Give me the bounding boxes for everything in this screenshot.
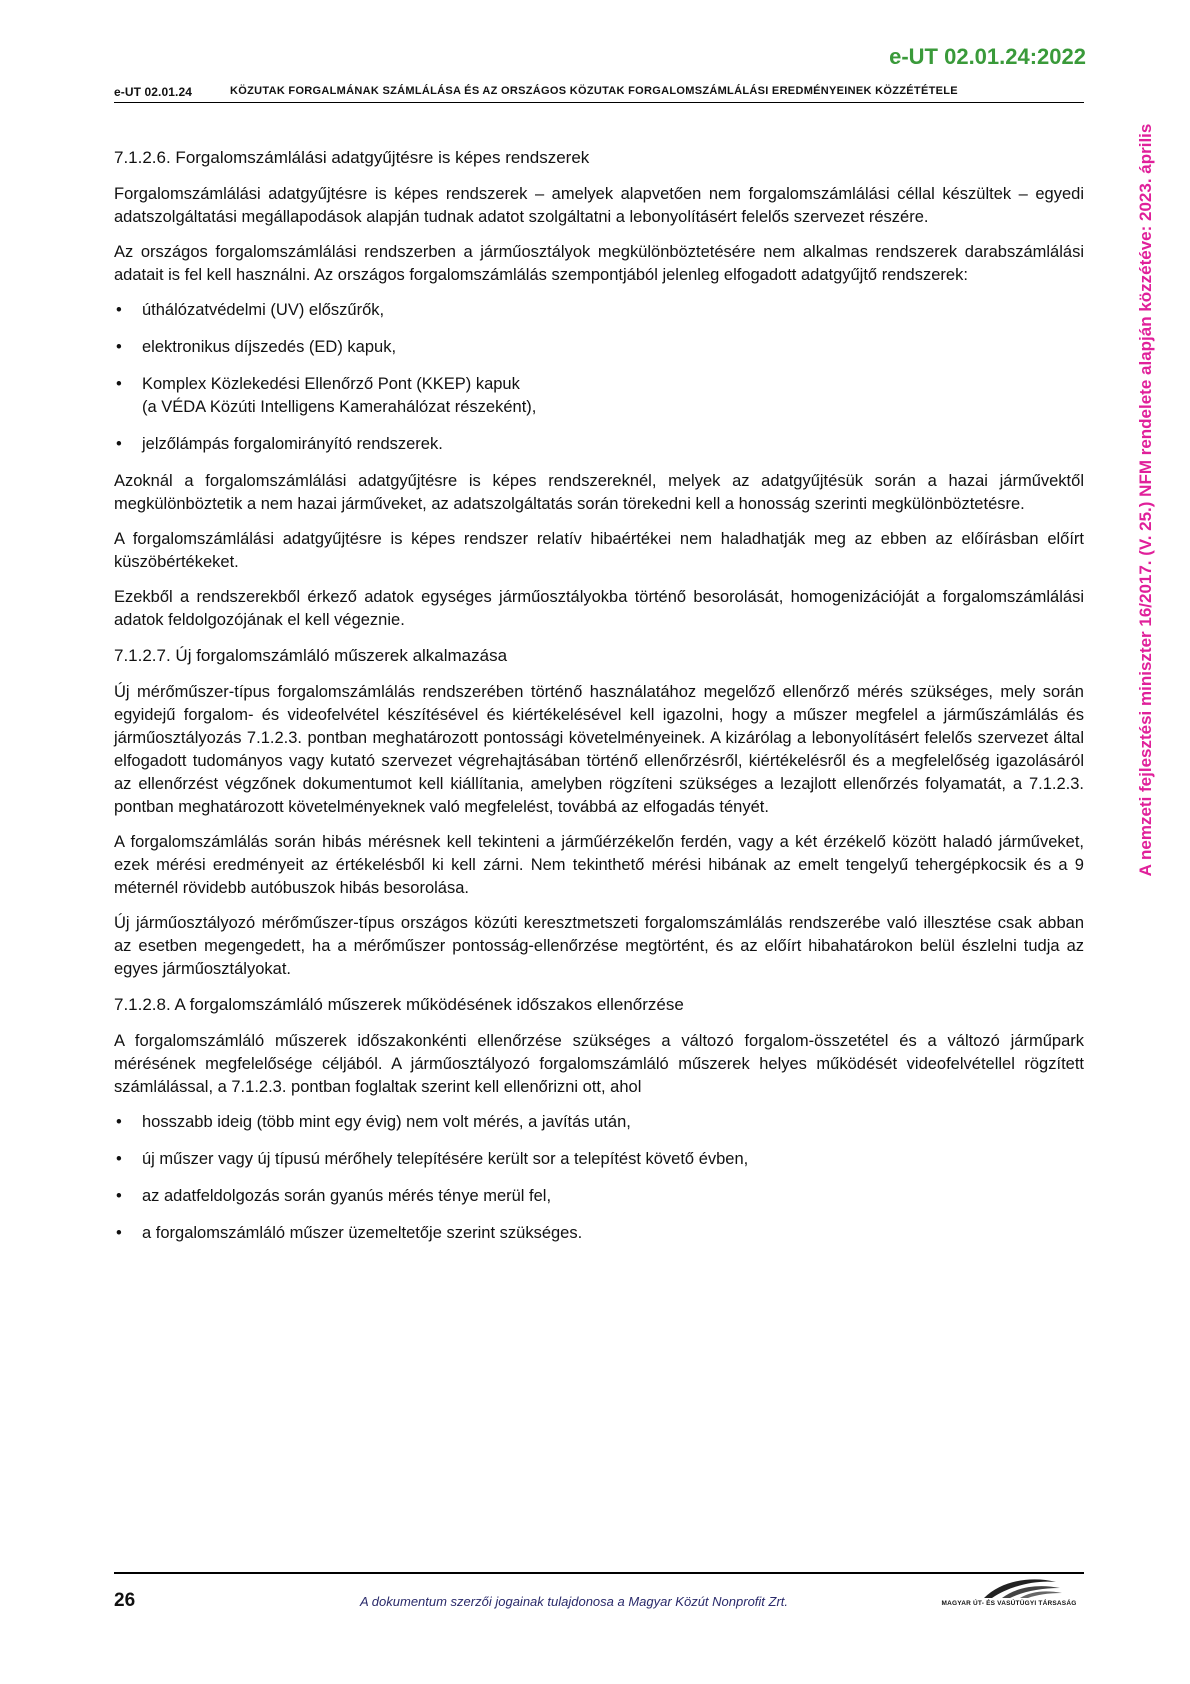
- logo-swoosh-icon: [932, 1574, 1086, 1600]
- list-item: • új műszer vagy új típusú mérőhely telepítésére került sor a telepítést követő évben,: [114, 1148, 1084, 1171]
- paragraph: Ezekből a rendszerekből érkező adatok egységes járműosztályokba történő besorolását, homogenizációját a forgalomszámlálási adatok feldolgozójának el kell végeznie.: [114, 588, 1084, 629]
- list-item-text: Komplex Közlekedési Ellenőrző Pont (KKEP) kapuk: [142, 375, 520, 393]
- paragraph: A forgalomszámlálási adatgyűjtésre is képes rendszer relatív hibaértékei nem haladhatják meg az ebben az előírásban előírt küszöbértékeket.: [114, 530, 1084, 571]
- paragraph: A forgalomszámláló műszerek időszakonkénti ellenőrzése szükséges a változó forgalom-összetétel és a változó járműpark mérésének megfelelősége céljából. A járműosztályozó forgalomszámláló műszerek helyes működését videofelvétellel rögzített számlálással, a 7.1.2.3. pontban foglaltak szerint kell ellenőrizni ott, ahol: [114, 1032, 1084, 1096]
- document-body: [114, 146, 1084, 1259]
- list-item: • a forgalomszámláló műszer üzemeltetője szerint szükséges.: [114, 1222, 1084, 1245]
- list-item: • úthálózatvédelmi (UV) előszűrők,: [114, 299, 1084, 322]
- list-item-text-continued: (a VÉDA Közúti Intelligens Kamerahálózat részeként),: [142, 398, 537, 416]
- paragraph: Forgalomszámlálási adatgyűjtésre is képes rendszerek – amelyek alapvetően nem forgalomszámlálási céllal készültek – egyedi adatszolgáltatási megállapodások alapján tudnak adatot szolgáltatni a lebonyolításért felelős szervezet részére.: [114, 185, 1084, 226]
- paragraph: Az országos forgalomszámlálási rendszerben a járműosztályok megkülönböztetésére nem alkalmas rendszerek darabszámlálási adatait is fel kell használni. Az országos forgalomszámlálás szempontjából jelenleg elfogadott adatgyűjtő rendszerek:: [114, 243, 1084, 284]
- header-code: e-UT 02.01.24: [114, 85, 193, 99]
- section-heading-7-1-2-6: 7.1.2.6. Forgalomszámlálási adatgyűjtésre is képes rendszerek: [114, 148, 590, 167]
- section-heading-7-1-2-7: 7.1.2.7. Új forgalomszámláló műszerek alkalmazása: [114, 646, 508, 665]
- list-item: [114, 373, 1084, 419]
- list-item: • elektronikus díjszedés (ED) kapuk,: [114, 336, 1084, 359]
- copyright-notice: A dokumentum szerzői jogainak tulajdonosa a Magyar Közút Nonprofit Zrt.: [360, 1594, 789, 1609]
- logo-text: MAGYAR ÚT- ÉS VASÚTÜGYI TÁRSASÁG: [941, 1600, 1077, 1607]
- paragraph: Új mérőműszer-típus forgalomszámlálás rendszerében történő használatához megelőző ellenőrző mérés szükséges, mely során egyidejű forgalom- és videofelvétel készítésével és kiértékelésével kell igazolni, hogy a műszer megfelel a járműszámlálás és járműosztályozás 7.1.2.3. pontban meghatározott pontossági követelményeinek. A kizárólag a lebonyolításért felelős szervezet által elfogadott tudományos vagy kutató szervezet végrehajtásában történő ellenőrzésről, kiértékelésről és a megfelelőség igazolásáról az ellenőrzést végzőnek dokumentumot kell kiállítania, amelyben rögzíteni szükséges a lezajlott ellenőrzés folyamatát, a 7.1.2.3. pontban meghatározott követelményeknek való megfelelést, továbbá az elfogadás tényét.: [114, 683, 1084, 816]
- list-item: • hosszabb ideig (több mint egy évig) nem volt mérés, a javítás után,: [114, 1111, 1084, 1134]
- list-item: • az adatfeldolgozás során gyanús mérés ténye merül fel,: [114, 1185, 1084, 1208]
- header-title: KÖZUTAK FORGALMÁNAK SZÁMLÁLÁSA ÉS AZ ORSZÁGOS KÖZUTAK FORGALOMSZÁMLÁLÁSI EREDMÉNYEINEK KÖZZÉTÉTELE: [230, 85, 958, 97]
- running-header: [114, 85, 1084, 99]
- list-item: • jelzőlámpás forgalomirányító rendszerek.: [114, 433, 1084, 456]
- document-code: e-UT 02.01.24:2022: [889, 44, 1086, 69]
- paragraph: Azoknál a forgalomszámlálási adatgyűjtésre is képes rendszereknél, melyek az adatgyűjtésük során a hazai járművektől megkülönböztetik a nem hazai járműveket, az adatszolgáltatás során törekedni kell a honosság szerinti megkülönböztetésre.: [114, 472, 1084, 513]
- side-publication-note: A nemzeti fejlesztési miniszter 16/2017. (V. 25.) NFM rendelete alapján közzétéve: 2023. április: [1136, 123, 1155, 877]
- section-heading-7-1-2-8: 7.1.2.8. A forgalomszámláló műszerek működésének időszakos ellenőrzése: [114, 995, 684, 1014]
- header-divider: [114, 102, 1084, 103]
- bullet-list: [114, 299, 1084, 456]
- page-number: 26: [114, 1590, 136, 1611]
- publisher-logo: [932, 1574, 1086, 1620]
- paragraph: Új járműosztályozó mérőműszer-típus országos közúti keresztmetszeti forgalomszámlálás rendszerébe való illesztése csak abban az esetben megengedett, ha a mérőműszer pontosság-ellenőrzése megtörtént, és az előírt hibahatárokon belül észlelni tudja az egyes járműosztályokat.: [114, 914, 1084, 978]
- paragraph: A forgalomszámlálás során hibás mérésnek kell tekinteni a járműérzékelőn ferdén, vagy a két érzékelő között haladó járműveket, ezek mérési eredményeit az értékelésből ki kell zárni. Nem tekinthető mérési hibának az emelt tengelyű tehergépkocsik és a 9 méternél rövidebb autóbuszok hibás besorolása.: [114, 833, 1084, 897]
- bullet-list: [114, 1111, 1084, 1245]
